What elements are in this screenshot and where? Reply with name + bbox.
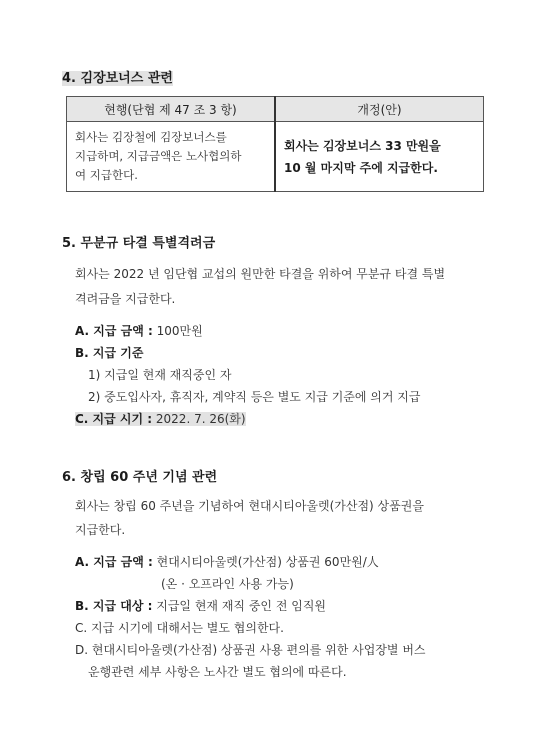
section-4-title: 4. 김장보너스 관련 — [62, 71, 173, 86]
section-5-title: 5. 무분규 타결 특별격려금 — [62, 236, 216, 251]
section-6-timing: C. 지급 시기에 대해서는 별도 협의한다. — [75, 621, 284, 635]
section-6-intro-line: 지급한다. — [75, 523, 126, 537]
amount-label: A. 지급 금액 : — [75, 555, 153, 569]
amount-label: A. 지급 금액 : — [75, 324, 153, 338]
section-5-intro-line: 회사는 2022 년 임단협 교섭의 원만한 타결을 위하여 무분규 타결 특별 — [75, 267, 446, 281]
table-header-row — [67, 97, 484, 122]
section-5-amount — [75, 322, 203, 339]
target-value: 지급일 현재 재직 중인 전 임직원 — [156, 599, 327, 613]
header-current: 현행(단협 제 47 조 3 항) — [67, 97, 276, 122]
timing-label: C. 지급 시기 : — [75, 412, 153, 426]
section-5-intro-line: 격려금을 지급한다. — [75, 292, 176, 306]
section-6-title: 6. 창립 60 주년 기념 관련 — [62, 470, 218, 485]
amount-value: 100만원 — [156, 324, 203, 338]
criteria-item: 2) 중도입사자, 휴직자, 계약직 등은 별도 지급 기준에 의거 지급 — [88, 390, 421, 404]
target-label: B. 지급 대상 : — [75, 599, 153, 613]
current-line: 여 지급한다. — [75, 168, 138, 182]
revised-line: 10 월 마지막 주에 지급한다. — [284, 160, 438, 175]
cell-revised — [275, 122, 484, 192]
section-6-bus-line: 운행관련 세부 사항은 노사간 별도 협의에 따른다. — [88, 665, 347, 679]
table-row — [67, 122, 484, 192]
section-6-target — [75, 597, 326, 614]
section-6-bus-line: D. 현대시티아울렛(가산점) 상품권 사용 편의를 위한 사업장별 버스 — [75, 643, 426, 657]
section-6-amount — [75, 553, 379, 570]
cell-current — [67, 122, 276, 192]
comparison-table — [66, 96, 484, 192]
amount-value: 현대시티아울렛(가산점) 상품권 60만원/人 — [156, 555, 379, 569]
amount-note: (온 · 오프라인 사용 가능) — [161, 577, 294, 591]
timing-value: 2022. 7. 26(화) — [155, 412, 246, 426]
header-revised: 개정(안) — [275, 97, 484, 122]
current-line: 지급하며, 지급금액은 노사협의하 — [75, 149, 242, 163]
current-line: 회사는 김장철에 김장보너스를 — [75, 130, 227, 144]
section-5-timing — [75, 410, 246, 427]
section-5-criteria-label: B. 지급 기준 — [75, 346, 144, 360]
criteria-item: 1) 지급일 현재 재직중인 자 — [88, 368, 232, 382]
section-6-intro-line: 회사는 창립 60 주년을 기념하여 현대시티아울렛(가산점) 상품권을 — [75, 499, 424, 513]
revised-line: 회사는 김장보너스 33 만원을 — [284, 138, 441, 153]
